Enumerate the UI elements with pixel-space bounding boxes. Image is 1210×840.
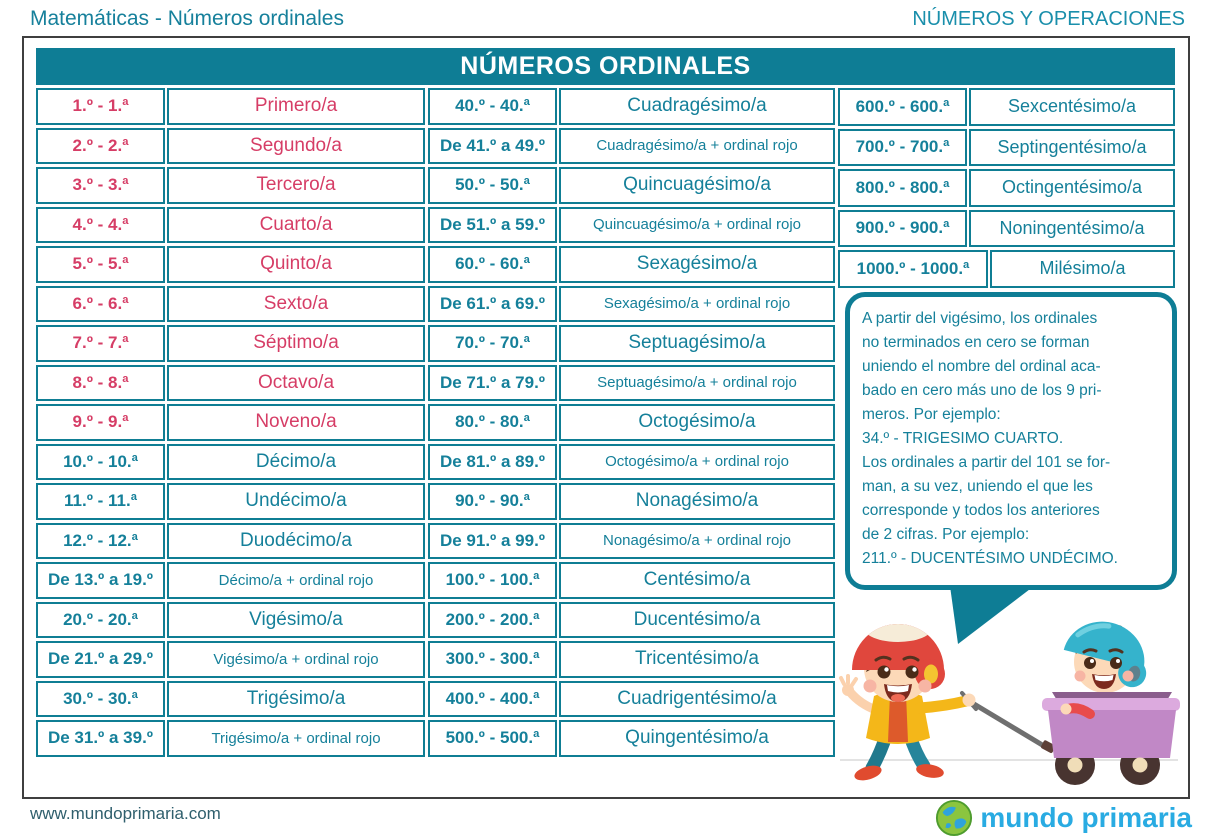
ordinal-name-cell: Octingentésimo/a: [969, 169, 1175, 207]
table-row: [428, 720, 835, 757]
table-row: [36, 562, 425, 599]
ordinal-name-cell: Octogésimo/a + ordinal rojo: [559, 444, 835, 481]
column-2: [428, 88, 835, 757]
ordinal-name-cell: Séptimo/a: [167, 325, 425, 362]
speech-bubble-line: Los ordinales a partir del 101 se for-: [862, 454, 1111, 471]
ordinal-name-cell: Cuadragésimo/a + ordinal rojo: [559, 128, 835, 165]
ordinal-name-cell: Nonagésimo/a + ordinal rojo: [559, 523, 835, 560]
ordinal-range-cell: 700.º - 700.ª: [838, 129, 967, 167]
speech-bubble-tail: [944, 585, 1039, 647]
ordinal-name-cell: Septuagésimo/a + ordinal rojo: [559, 365, 835, 402]
ordinal-name-cell: Décimo/a + ordinal rojo: [167, 562, 425, 599]
table-row: [428, 681, 835, 718]
table-row: [428, 325, 835, 362]
ordinal-range-cell: De 71.º a 79.º: [428, 365, 557, 402]
table-row: [428, 444, 835, 481]
table-row: [36, 246, 425, 283]
table-row: [36, 88, 425, 125]
table-row: [36, 641, 425, 678]
ordinal-name-cell: Quincuagésimo/a: [559, 167, 835, 204]
ordinal-name-cell: Milésimo/a: [990, 250, 1175, 288]
ordinal-name-cell: Sexagésimo/a + ordinal rojo: [559, 286, 835, 323]
ordinal-range-cell: 10.º - 10.ª: [36, 444, 165, 481]
ordinal-range-cell: 200.º - 200.ª: [428, 602, 557, 639]
table-row: [428, 404, 835, 441]
table-row: [838, 88, 1175, 126]
speech-bubble-line: bado en cero más uno de los 9 pri-: [862, 382, 1102, 399]
ordinal-range-cell: 4.º - 4.ª: [36, 207, 165, 244]
ordinal-range-cell: 2.º - 2.ª: [36, 128, 165, 165]
ordinal-name-cell: Octogésimo/a: [559, 404, 835, 441]
ordinal-name-cell: Sexagésimo/a: [559, 246, 835, 283]
table-row: [36, 444, 425, 481]
table-row: [36, 404, 425, 441]
table-row: [36, 286, 425, 323]
table-row: [36, 602, 425, 639]
ordinal-range-cell: De 13.º a 19.º: [36, 562, 165, 599]
ordinal-name-cell: Centésimo/a: [559, 562, 835, 599]
ordinal-range-cell: 1000.º - 1000.ª: [838, 250, 988, 288]
speech-bubble-line: no terminados en cero se forman: [862, 334, 1090, 351]
ordinal-name-cell: Quincuagésimo/a + ordinal rojo: [559, 207, 835, 244]
table-row: [36, 207, 425, 244]
table-row: [838, 129, 1175, 167]
ordinal-name-cell: Sexcentésimo/a: [969, 88, 1175, 126]
ordinal-name-cell: Vigésimo/a + ordinal rojo: [167, 641, 425, 678]
table-row: [428, 128, 835, 165]
table-row: [36, 325, 425, 362]
ordinal-name-cell: Noningentésimo/a: [969, 210, 1175, 248]
table-title: NÚMEROS ORDINALES: [36, 48, 1175, 85]
ordinal-range-cell: 300.º - 300.ª: [428, 641, 557, 678]
ordinal-range-cell: 500.º - 500.ª: [428, 720, 557, 757]
table-row: [428, 641, 835, 678]
table-row: [428, 207, 835, 244]
table-row: [36, 167, 425, 204]
ordinal-range-cell: 5.º - 5.ª: [36, 246, 165, 283]
ordinal-name-cell: Cuadrigentésimo/a: [559, 681, 835, 718]
ordinal-range-cell: 6.º - 6.ª: [36, 286, 165, 323]
globe-icon: [935, 799, 973, 837]
ordinal-range-cell: 20.º - 20.ª: [36, 602, 165, 639]
wagon: [1042, 692, 1180, 785]
ordinal-range-cell: 800.º - 800.ª: [838, 169, 967, 207]
page-title: Matemáticas - Números ordinales: [30, 7, 344, 30]
ordinal-range-cell: De 91.º a 99.º: [428, 523, 557, 560]
wagon-handle: [962, 693, 1056, 754]
ordinal-name-cell: Quinto/a: [167, 246, 425, 283]
ordinal-range-cell: 3.º - 3.ª: [36, 167, 165, 204]
column-1: [36, 88, 425, 757]
ordinal-range-cell: 40.º - 40.ª: [428, 88, 557, 125]
ordinal-name-cell: Tercero/a: [167, 167, 425, 204]
ordinal-range-cell: De 61.º a 69.º: [428, 286, 557, 323]
mundo-primaria-logo: [935, 799, 1192, 837]
logo-text: mundo primaria: [980, 802, 1192, 833]
section-title: NÚMEROS Y OPERACIONES: [912, 8, 1185, 30]
speech-bubble-line: corresponde y todos los anteriores: [862, 502, 1100, 519]
ordinal-name-cell: Décimo/a: [167, 444, 425, 481]
ordinal-range-cell: 1.º - 1.ª: [36, 88, 165, 125]
ordinal-range-cell: 9.º - 9.ª: [36, 404, 165, 441]
ordinal-range-cell: 400.º - 400.ª: [428, 681, 557, 718]
ordinal-range-cell: De 81.º a 89.º: [428, 444, 557, 481]
table-row: [838, 210, 1175, 248]
ordinal-range-cell: De 41.º a 49.º: [428, 128, 557, 165]
ordinal-range-cell: 70.º - 70.ª: [428, 325, 557, 362]
ordinal-name-cell: Nonagésimo/a: [559, 483, 835, 520]
ordinal-range-cell: 30.º - 30.ª: [36, 681, 165, 718]
ordinal-range-cell: 80.º - 80.ª: [428, 404, 557, 441]
table-row: [428, 365, 835, 402]
table-row: [428, 88, 835, 125]
footer-url: www.mundoprimaria.com: [30, 804, 221, 823]
column-3: [838, 88, 1175, 288]
ordinal-range-cell: 90.º - 90.ª: [428, 483, 557, 520]
ordinal-name-cell: Septingentésimo/a: [969, 129, 1175, 167]
ordinal-name-cell: Quingentésimo/a: [559, 720, 835, 757]
ordinal-name-cell: Octavo/a: [167, 365, 425, 402]
ordinal-name-cell: Septuagésimo/a: [559, 325, 835, 362]
ordinal-name-cell: Primero/a: [167, 88, 425, 125]
ordinal-name-cell: Cuadragésimo/a: [559, 88, 835, 125]
ordinal-name-cell: Vigésimo/a: [167, 602, 425, 639]
ordinal-name-cell: Tricentésimo/a: [559, 641, 835, 678]
table-row: [428, 167, 835, 204]
speech-bubble-line: uniendo el nombre del ordinal aca-: [862, 358, 1101, 375]
ordinal-range-cell: 8.º - 8.ª: [36, 365, 165, 402]
table-row: [428, 246, 835, 283]
speech-bubble-line: meros. Por ejemplo:: [862, 406, 1001, 423]
ordinal-range-cell: 50.º - 50.ª: [428, 167, 557, 204]
ordinal-name-cell: Ducentésimo/a: [559, 602, 835, 639]
table-row: [428, 286, 835, 323]
ordinal-range-cell: De 31.º a 39.º: [36, 720, 165, 757]
table-row: [428, 562, 835, 599]
speech-bubble-line: 211.º - DUCENTÉSIMO UNDÉCIMO.: [862, 550, 1118, 567]
table-row: [36, 523, 425, 560]
speech-bubble-line: de 2 cifras. Por ejemplo:: [862, 526, 1030, 543]
speech-bubble-line: 34.º - TRIGESIMO CUARTO.: [862, 430, 1064, 447]
ordinal-range-cell: 600.º - 600.ª: [838, 88, 967, 126]
table-row: [428, 483, 835, 520]
table-row: [36, 365, 425, 402]
ordinal-name-cell: Cuarto/a: [167, 207, 425, 244]
table-row: [36, 681, 425, 718]
table-row: [36, 483, 425, 520]
ordinal-name-cell: Trigésimo/a + ordinal rojo: [167, 720, 425, 757]
ordinal-range-cell: 11.º - 11.ª: [36, 483, 165, 520]
ordinal-range-cell: 100.º - 100.ª: [428, 562, 557, 599]
speech-bubble: [845, 292, 1177, 590]
ordinal-range-cell: De 21.º a 29.º: [36, 641, 165, 678]
table-row: [36, 720, 425, 757]
ordinal-name-cell: Sexto/a: [167, 286, 425, 323]
kid1-hand: [963, 694, 976, 707]
ordinal-range-cell: 12.º - 12.ª: [36, 523, 165, 560]
speech-bubble-line: A partir del vigésimo, los ordinales: [862, 310, 1098, 327]
ordinal-range-cell: 60.º - 60.ª: [428, 246, 557, 283]
ordinals-board: [22, 36, 1190, 799]
table-row: [36, 128, 425, 165]
ordinal-name-cell: Undécimo/a: [167, 483, 425, 520]
ordinal-name-cell: Noveno/a: [167, 404, 425, 441]
ordinal-range-cell: 900.º - 900.ª: [838, 210, 967, 248]
table-row: [838, 250, 1175, 288]
speech-bubble-line: man, a su vez, uniendo el que les: [862, 478, 1093, 495]
table-row: [428, 523, 835, 560]
ordinal-range-cell: 7.º - 7.ª: [36, 325, 165, 362]
ordinal-name-cell: Segundo/a: [167, 128, 425, 165]
ordinal-name-cell: Duodécimo/a: [167, 523, 425, 560]
ordinal-range-cell: De 51.º a 59.º: [428, 207, 557, 244]
table-row: [428, 602, 835, 639]
ordinal-name-cell: Trigésimo/a: [167, 681, 425, 718]
table-row: [838, 169, 1175, 207]
